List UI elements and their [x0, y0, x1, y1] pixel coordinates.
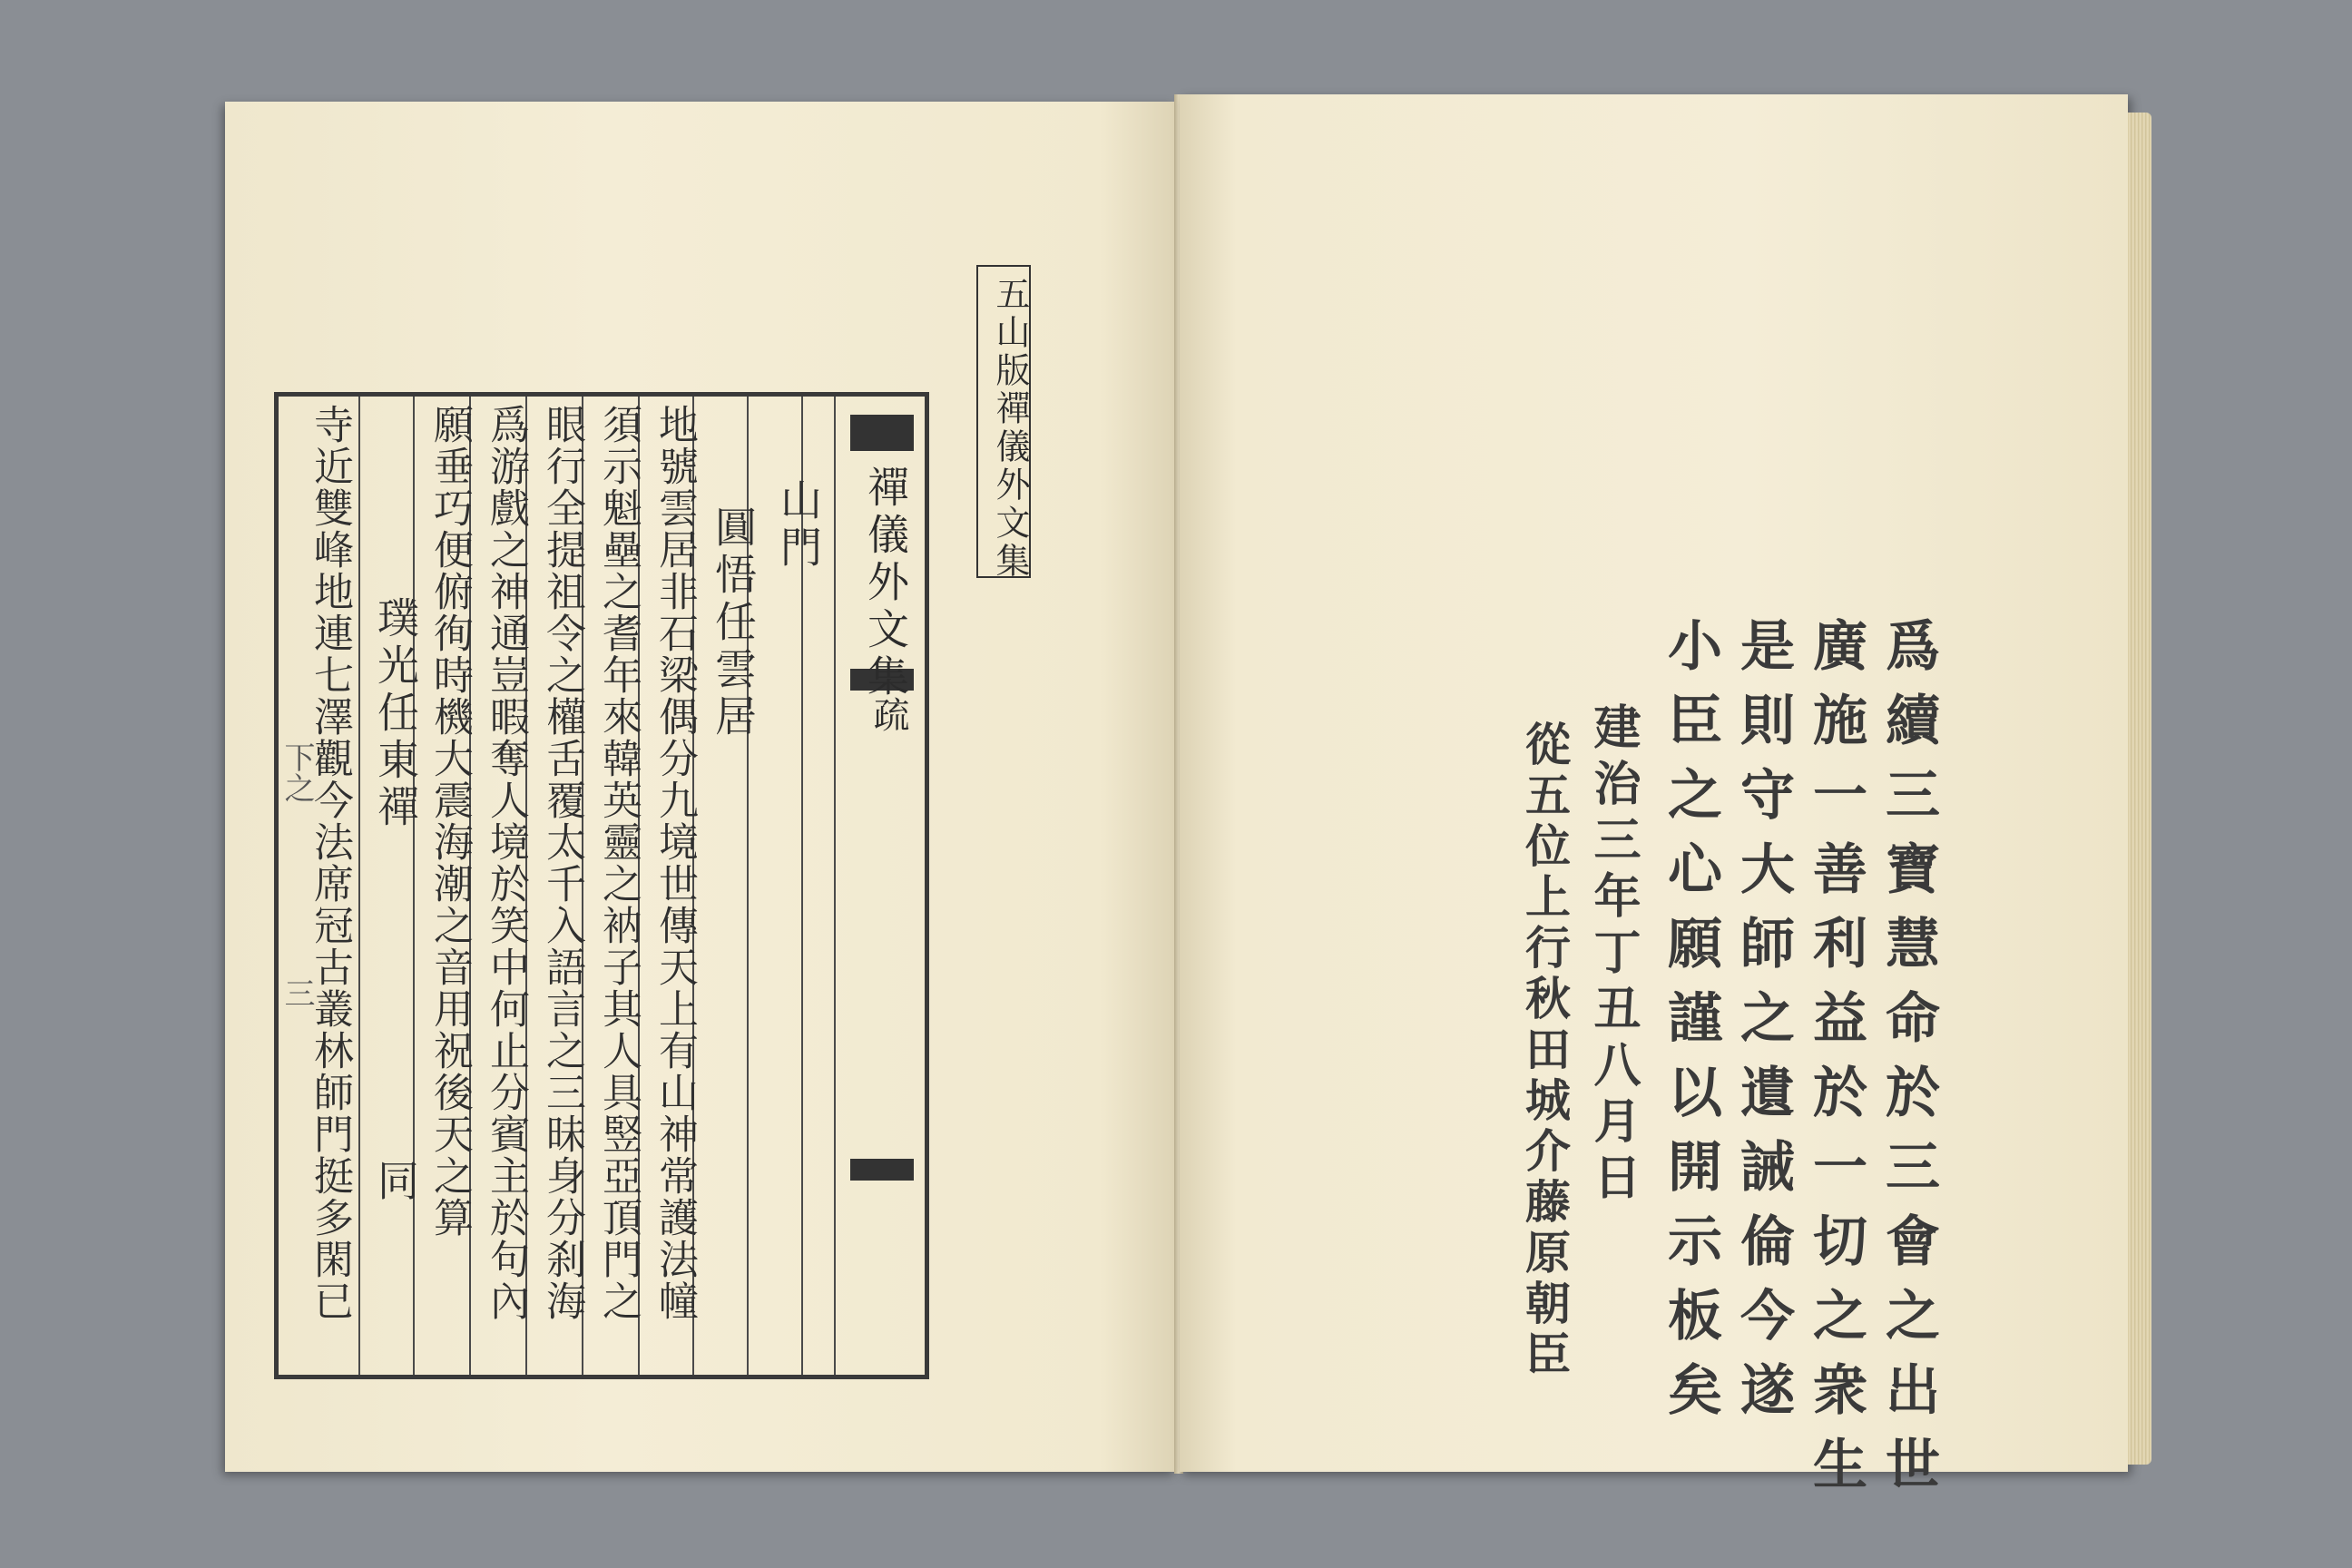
- column-rule: [413, 397, 415, 1375]
- fish-tail-mark: [850, 1159, 914, 1181]
- text-column: 圓悟任雲居: [709, 505, 758, 741]
- text-column: 寺近雙峰地連七澤觀今法席冠古叢林師門挺多閑已: [307, 404, 353, 1322]
- colophon-line: 是則守大師之遺誡倫今遂: [1731, 617, 1795, 1436]
- colophon-line: 小臣之心願謹以開示板矣: [1659, 617, 1722, 1436]
- text-column: 地號雲居非石梁偶分九境世傳天上有山神常護法幢: [652, 404, 698, 1322]
- woodblock-frame: [274, 392, 929, 1379]
- page-edges: [2128, 113, 2151, 1465]
- text-column: 山門: [774, 478, 823, 573]
- right-page: [1180, 94, 2128, 1510]
- text-column: 須示魁壘之耆年來韓英靈之衲子其人具竪亞頂門之: [595, 404, 642, 1322]
- open-book: [225, 94, 2152, 1510]
- left-page: [225, 102, 1176, 1472]
- text-column: 同: [371, 1159, 420, 1206]
- colophon-line: 廣施一善利益於一切之衆生: [1804, 617, 1867, 1510]
- section-label: 疏: [867, 696, 909, 732]
- side-title: 五山版禪儀外文集: [990, 276, 1030, 581]
- title-slip: [976, 265, 1031, 581]
- column-rule: [834, 397, 836, 1375]
- text-column: 眼行全提祖令之權舌覆太千入語言之三昧身分刹海: [539, 404, 585, 1322]
- fish-tail-mark: [850, 415, 914, 451]
- column-rule: [358, 397, 360, 1375]
- colophon-line: 爲續三寶慧命於三會之出世: [1877, 617, 1940, 1510]
- text-column: 願垂巧便俯徇時機大震海潮之音用祝後天之算: [426, 404, 473, 1239]
- banxin-marks: 下之: [279, 741, 315, 803]
- text-column: 爲游戲之神通豈暇奪人境於笑中何止分賓主於句內: [483, 404, 529, 1322]
- colophon-signature: 從五位上行秋田城介藤原朝臣: [1518, 720, 1572, 1381]
- block-title: 禪儀外文集: [861, 466, 910, 701]
- page-number: 三: [279, 977, 315, 1008]
- text-column: 璞光任東禪: [371, 596, 420, 832]
- colophon-date: 建治三年丁丑八月日: [1585, 702, 1641, 1209]
